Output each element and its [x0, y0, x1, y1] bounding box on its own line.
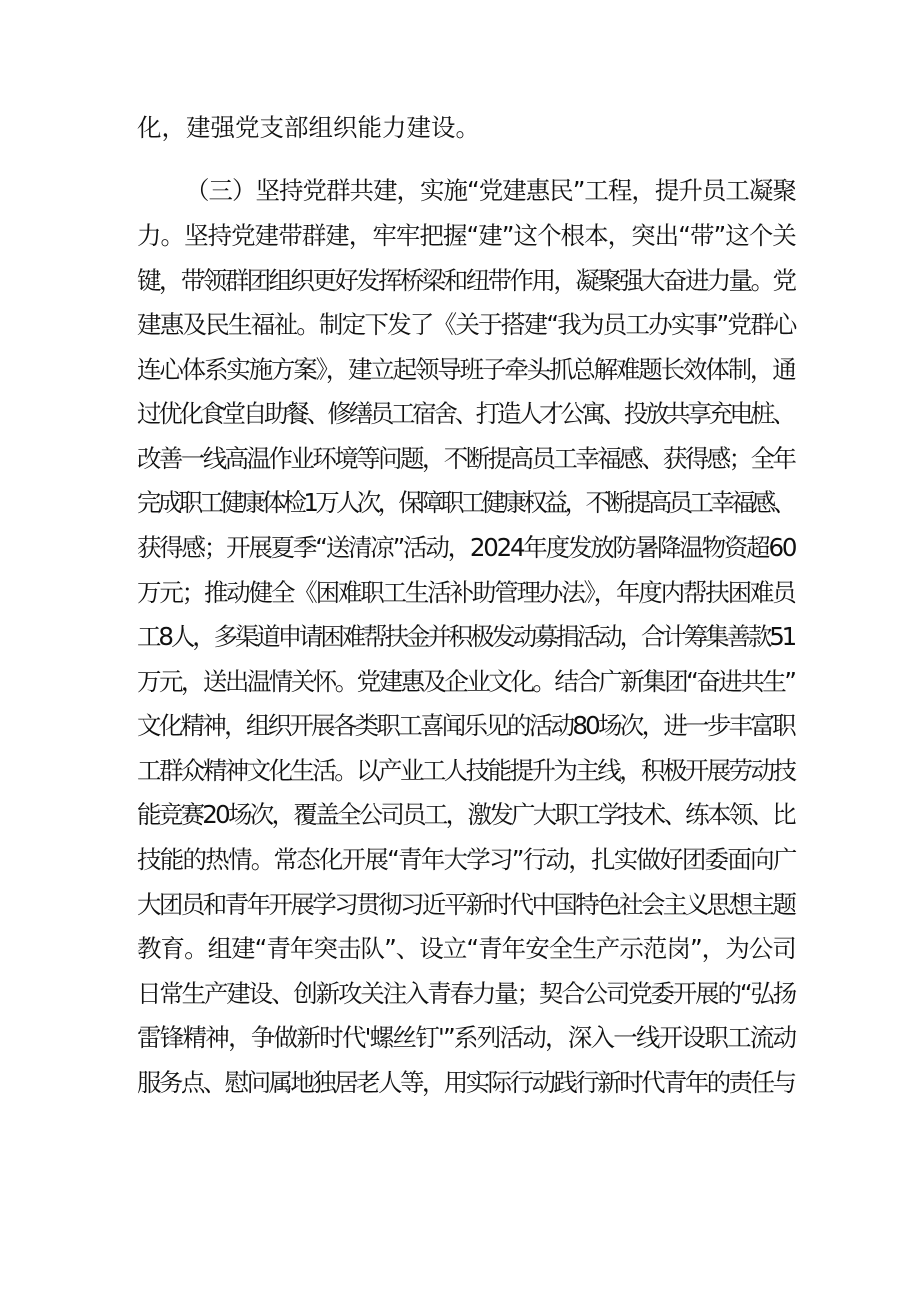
text-line-16: 能竞赛20场次，覆盖全公司员工，激发广大职工学技术、练本领、比: [137, 800, 794, 829]
text-line-13: 万元，送出温情关怀。党建惠及企业文化。结合广新集团“奋进共生”: [137, 667, 795, 696]
text-line-22: 服务点、慰问属地独居老人等，用实际行动践行新时代青年的责任与: [137, 1068, 795, 1097]
text-line-9: 完成职工健康体检1万人次，保障职工健康权益，不断提高员工幸福感、: [137, 488, 794, 517]
text-line-7: 过优化食堂自助餐、修缮员工宿舍、打造人才公寓、投放共享充电桩、: [137, 399, 794, 428]
text-line-11: 万元；推动健全《困难职工生活补助管理办法》，年度内帮扶困难员: [137, 578, 795, 607]
text-line-1: 化，建强党支部组织能力建设。: [137, 113, 480, 142]
text-line-20: 日常生产建设、创新攻关注入青春力量；契合公司党委开展的“弘扬: [137, 979, 796, 1008]
text-line-15: 工群众精神文化生活。以产业工人技能提升为主线，积极开展劳动技: [137, 756, 795, 785]
text-line-21: 雷锋精神，争做新时代'螺丝钉'”系列活动，深入一线开设职工流动: [137, 1023, 796, 1052]
text-line-3: 力。坚持党建带群建，牢牢把握“建”这个根本，突出“带”这个关: [137, 221, 796, 250]
text-line-4: 键，带领群团组织更好发挥桥梁和纽带作用，凝聚强大奋进力量。党: [137, 266, 795, 295]
text-line-14: 文化精神，组织开展各类职工喜闻乐见的活动80场次，进一步丰富职: [137, 711, 794, 740]
text-line-10: 获得感；开展夏季“送清凉”活动，2024年度发放防暑降温物资超60: [137, 533, 796, 562]
text-line-17: 技能的热情。常态化开展“青年大学习”行动，扎实做好团委面向广: [137, 845, 796, 874]
text-line-5: 建惠及民生福祉。制定下发了《关于搭建“我为员工办实事”党群心: [137, 310, 796, 339]
text-line-8: 改善一线高温作业环境等问题，不断提高员工幸福感、获得感；全年: [137, 444, 795, 473]
section-heading-line: （三）坚持党群共建，实施“党建惠民”工程，提升员工凝聚: [185, 176, 796, 205]
text-line-18: 大团员和青年开展学习贯彻习近平新时代中国特色社会主义思想主题: [137, 890, 795, 919]
text-line-12: 工8人，多渠道申请困难帮扶金并积极发动募捐活动，合计筹集善款51: [137, 622, 795, 651]
text-line-6: 连心体系实施方案》，建立起领导班子牵头抓总解难题长效体制，通: [137, 355, 795, 384]
text-line-19: 教育。组建“青年突击队”、设立“青年安全生产示范岗”，为公司: [137, 934, 796, 963]
